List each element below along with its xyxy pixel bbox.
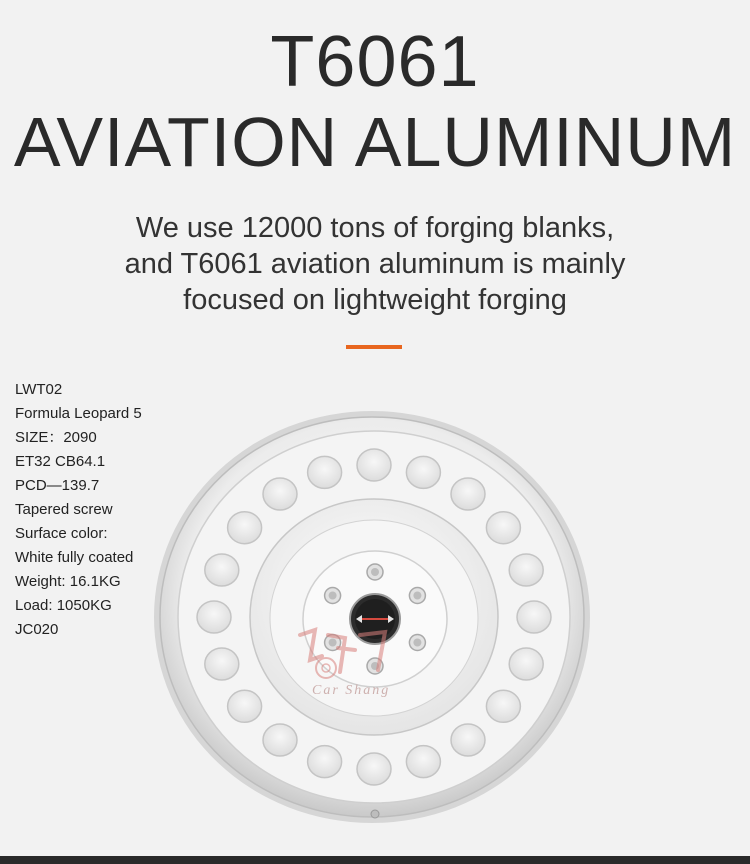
vent-hole — [205, 648, 239, 680]
spec-name: Formula Leopard 5 — [15, 405, 142, 422]
spec-code: JC020 — [15, 621, 59, 638]
wheel-image — [150, 410, 590, 830]
lug-hole-inner — [329, 592, 337, 600]
spec-surface-label: Surface color: — [15, 525, 108, 542]
lug-hole-inner — [329, 639, 337, 647]
spec-offset: ET32 CB64.1 — [15, 453, 106, 470]
vent-hole — [451, 478, 485, 510]
description — [60, 210, 690, 318]
description-line: focused on lightweight forging — [183, 284, 567, 316]
vent-hole — [263, 724, 297, 756]
vent-hole — [205, 554, 239, 586]
vent-hole — [486, 512, 520, 544]
vent-hole — [308, 456, 342, 488]
vent-hole — [517, 601, 551, 633]
spec-size: SIZE：2090 — [15, 429, 97, 446]
headline-material: AVIATION ALUMINUM — [13, 103, 737, 181]
headline-grade: T6061 — [270, 22, 480, 102]
description-line: We use 12000 tons of forging blanks, — [135, 212, 615, 244]
vent-hole — [357, 449, 391, 481]
vent-hole — [308, 746, 342, 778]
lug-hole-inner — [413, 639, 421, 647]
spec-pcd: PCD—139.7 — [15, 477, 100, 494]
vent-hole — [509, 648, 543, 680]
vent-hole — [228, 512, 262, 544]
vent-hole — [451, 724, 485, 756]
watermark-text: Car Shang — [312, 683, 391, 698]
spec-model: LWT02 — [15, 381, 63, 398]
vent-hole — [486, 690, 520, 722]
spec-surface-value: White fully coated — [15, 549, 134, 566]
vent-hole — [406, 456, 440, 488]
lug-hole-inner — [413, 592, 421, 600]
vent-hole — [406, 746, 440, 778]
lug-hole-inner — [371, 568, 379, 576]
vent-hole — [228, 690, 262, 722]
vent-hole — [357, 753, 391, 785]
vent-hole — [263, 478, 297, 510]
vent-hole — [197, 601, 231, 633]
spec-load: Load: 1050KG — [15, 597, 112, 614]
description-line: and T6061 aviation aluminum is mainly — [124, 248, 626, 280]
vent-hole — [509, 554, 543, 586]
accent-divider — [346, 345, 402, 349]
spec-list — [15, 378, 142, 642]
spec-weight: Weight: 16.1KG — [15, 573, 121, 590]
spec-screw: Tapered screw — [15, 501, 113, 518]
bottom-bar — [0, 856, 750, 864]
